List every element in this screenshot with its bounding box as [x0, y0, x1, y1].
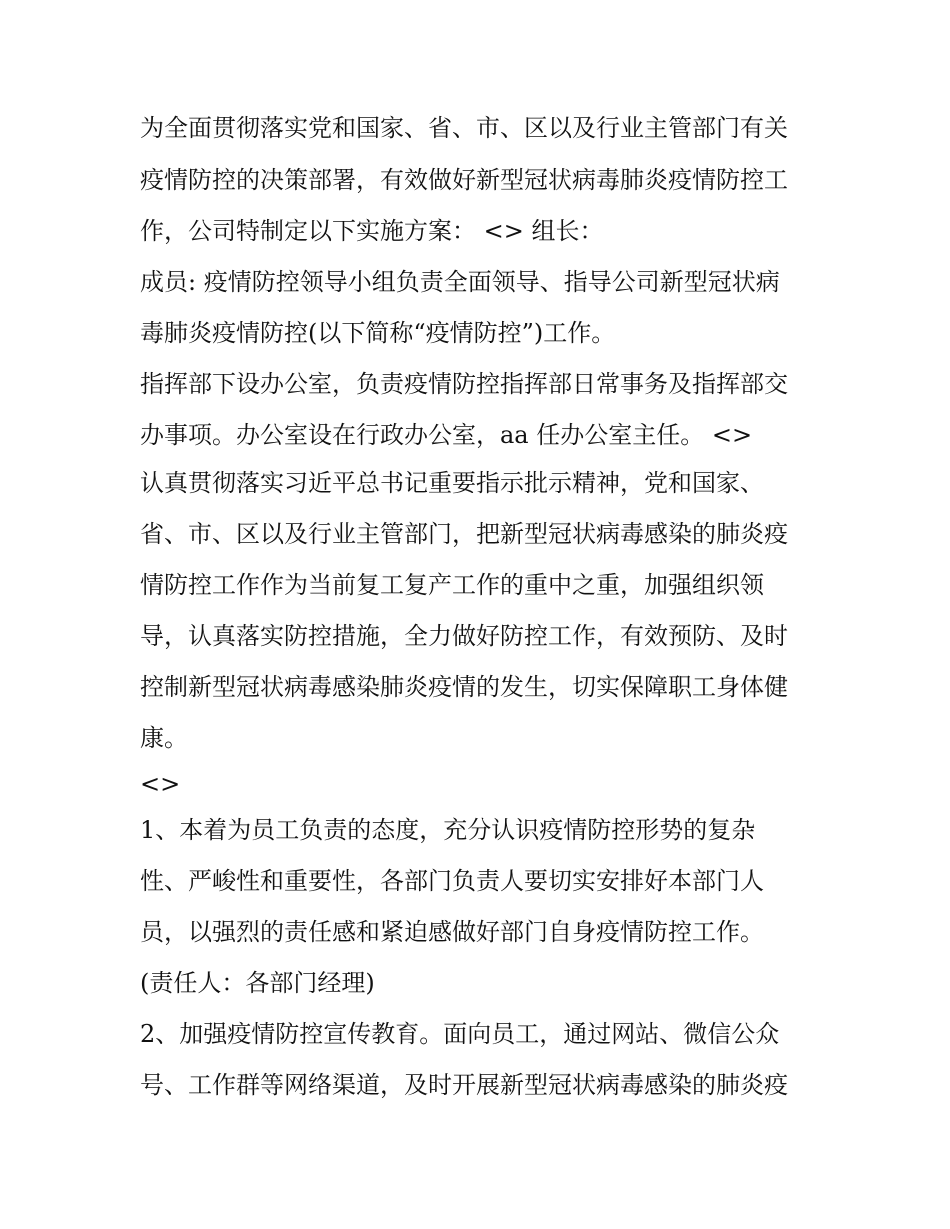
text-line-18: (责任人：各部门经理) — [140, 969, 375, 997]
text-line-16: 性、严峻性和重要性，各部门负责人要切实安排好本部门人 — [140, 867, 764, 895]
text-line-1: 为全面贯彻落实党和国家、省、市、区以及行业主管部门有关 — [140, 114, 788, 142]
text-line-10: 情防控工作作为当前复工复产工作的重中之重，加强组织领 — [140, 571, 764, 599]
text-line-13: 康。 — [140, 724, 188, 752]
text-line-9: 省、市、区以及行业主管部门，把新型冠状病毒感染的肺炎疫 — [140, 520, 788, 548]
text-line-4: 成员: 疫情防控领导小组负责全面领导、指导公司新型冠状病 — [140, 268, 780, 296]
text-line-11: 导，认真落实防控措施，全力做好防控工作，有效预防、及时 — [140, 622, 788, 650]
text-line-6: 指挥部下设办公室，负责疫情防控指挥部日常事务及指挥部交 — [140, 370, 788, 398]
text-line-19: 2、加强疫情防控宣传教育。面向员工，通过网站、微信公众 — [140, 1020, 780, 1048]
text-line-15: 1、本着为员工负责的态度，充分认识疫情防控形势的复杂 — [140, 816, 756, 844]
text-line-14: <> — [140, 770, 181, 798]
text-line-3: 作，公司特制定以下实施方案： <> 组长： — [140, 217, 604, 245]
text-line-17: 员，以强烈的责任感和紧迫感做好部门自身疫情防控工作。 — [140, 918, 764, 946]
text-line-7: 办事项。办公室设在行政办公室，aa 任办公室主任。 <> — [140, 421, 753, 449]
text-line-20: 号、工作群等网络渠道，及时开展新型冠状病毒感染的肺炎疫 — [140, 1071, 788, 1099]
text-line-8: 认真贯彻落实习近平总书记重要指示批示精神，党和国家、 — [140, 469, 764, 497]
text-line-5: 毒肺炎疫情防控(以下简称“疫情防控”)工作。 — [140, 319, 616, 347]
text-line-12: 控制新型冠状病毒感染肺炎疫情的发生，切实保障职工身体健 — [140, 673, 788, 701]
text-line-2: 疫情防控的决策部署，有效做好新型冠状病毒肺炎疫情防控工 — [140, 166, 788, 194]
